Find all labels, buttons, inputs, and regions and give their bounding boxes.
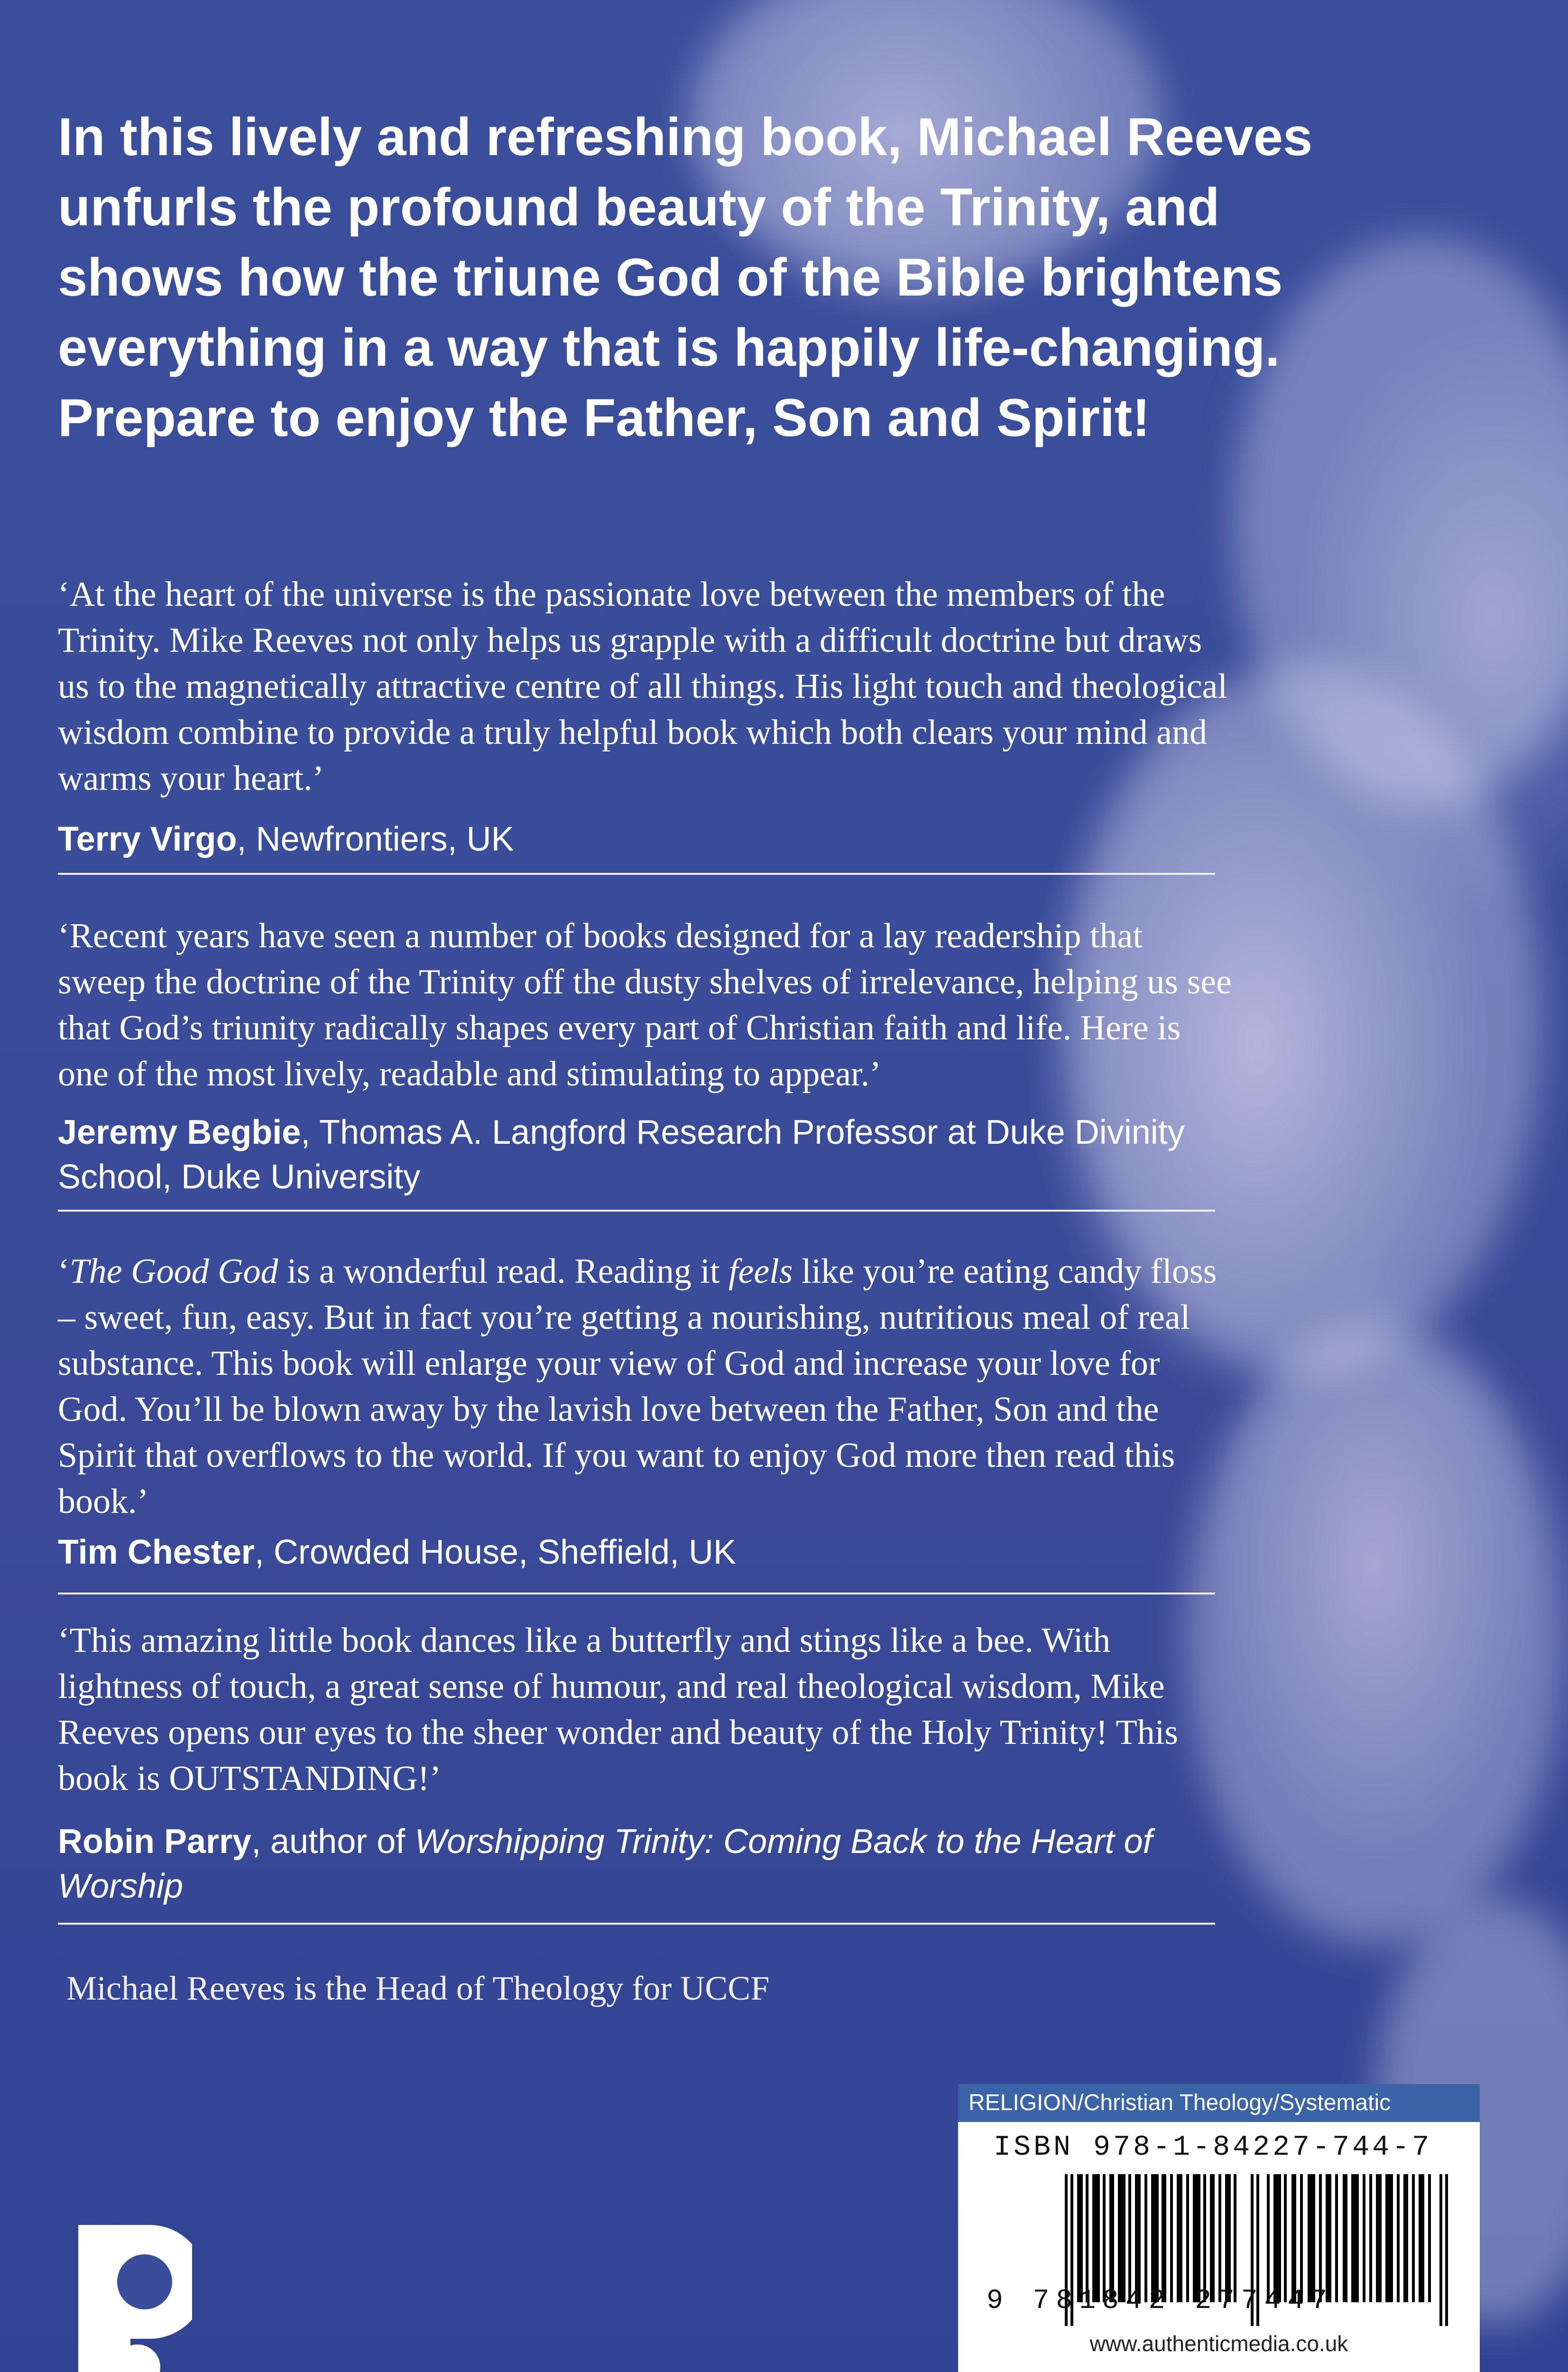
endorsement-attribution xyxy=(58,1819,1234,1909)
quote-mark: ‘ xyxy=(58,1252,70,1291)
endorsement-attribution xyxy=(58,1530,1234,1575)
emphasis: feels xyxy=(728,1252,793,1291)
endorser-affiliation: , Newfrontiers, UK xyxy=(237,820,514,858)
endorser-affiliation: , Thomas A. Langford Research Professor at Duke Divinity School, Duke University xyxy=(58,1113,1185,1196)
endorsement-attribution xyxy=(58,1110,1234,1199)
endorser-name: Terry Virgo xyxy=(58,820,237,858)
book-title: Worshipping Trinity: Coming Back to the Heart of Worship xyxy=(58,1823,1153,1905)
barcode-panel xyxy=(958,2122,1480,2372)
quote-text: is a wonderful read. Reading it xyxy=(278,1252,729,1291)
endorser-name: Tim Chester xyxy=(58,1533,255,1571)
cloud xyxy=(1186,1328,1565,1945)
endorsement-quote: ‘Recent years have seen a number of books designed for a lay readership that sweep the doctrine of the Trinity off the dusty shelves of irrelevance, helping us see that God’s triunity radically shapes every part of Christian faith and life. Here is one of the most lively, readable and stimulating to appear.’ xyxy=(58,917,1232,1093)
endorsement-quote: ‘At the heart of the universe is the passionate love between the members of the Trinity. Mike Reeves not only helps us grapple with a difficult doctrine but draws us to the magnetically attractive centre of all things. His light touch and theological wisdom combine to provide a truly helpful book which both clears your mind and warms your heart.’ xyxy=(58,575,1227,798)
category-label: RELIGION/Christian Theology/Systematic xyxy=(958,2084,1480,2122)
endorser-affiliation: , Crowded House, Sheffield, UK xyxy=(254,1533,737,1571)
publisher-logo xyxy=(78,2225,192,2372)
book-title: The Good God xyxy=(69,1252,278,1291)
divider xyxy=(58,1593,1215,1594)
website: www.authenticmedia.co.uk xyxy=(1089,2331,1348,2356)
endorsement-quote: ‘This amazing little book dances like a butterfly and stings like a bee. With lightness of touch, a great sense of humour, and real theological wisdom, Mike Reeves opens our eyes to the sheer wonder and beauty of the Holy Trinity! This book is OUTSTANDING!’ xyxy=(58,1621,1179,1798)
divider xyxy=(58,873,1215,875)
endorser-name: Jeremy Begbie xyxy=(58,1113,301,1151)
author-note: Michael Reeves is the Head of Theology for UCCF xyxy=(66,1969,770,2007)
divider xyxy=(58,1210,1215,1212)
endorsement-attribution xyxy=(58,817,1234,862)
isbn: ISBN 978-1-84227-744-7 xyxy=(994,2131,1432,2164)
barcode-digits: 9 781842 277447 xyxy=(987,2286,1334,2316)
endorser-affiliation: , author of xyxy=(251,1823,415,1861)
blurb: In this lively and refreshing book, Michael Reeves unfurls the profound beauty of the Trinity, and shows how the triune God of the Bible brightens everything in a way that is happily life-changing. Prepare to enjoy the Father, Son and Spirit! xyxy=(58,107,1313,447)
endorser-name: Robin Parry xyxy=(58,1823,252,1861)
quote-text: like you’re eating candy floss – sweet, fun, easy. But in fact you’re getting a nourishing, nutritious meal of real substance. This book will enlarge your view of God and increase your love for God. You’ll be blown away by the lavish love between the Father, Son and the Spirit that overflows to the world. If you want to enjoy God more then read this book.’ xyxy=(58,1252,1217,1521)
endorsement-quote xyxy=(58,1249,1234,1525)
divider xyxy=(58,1923,1215,1925)
